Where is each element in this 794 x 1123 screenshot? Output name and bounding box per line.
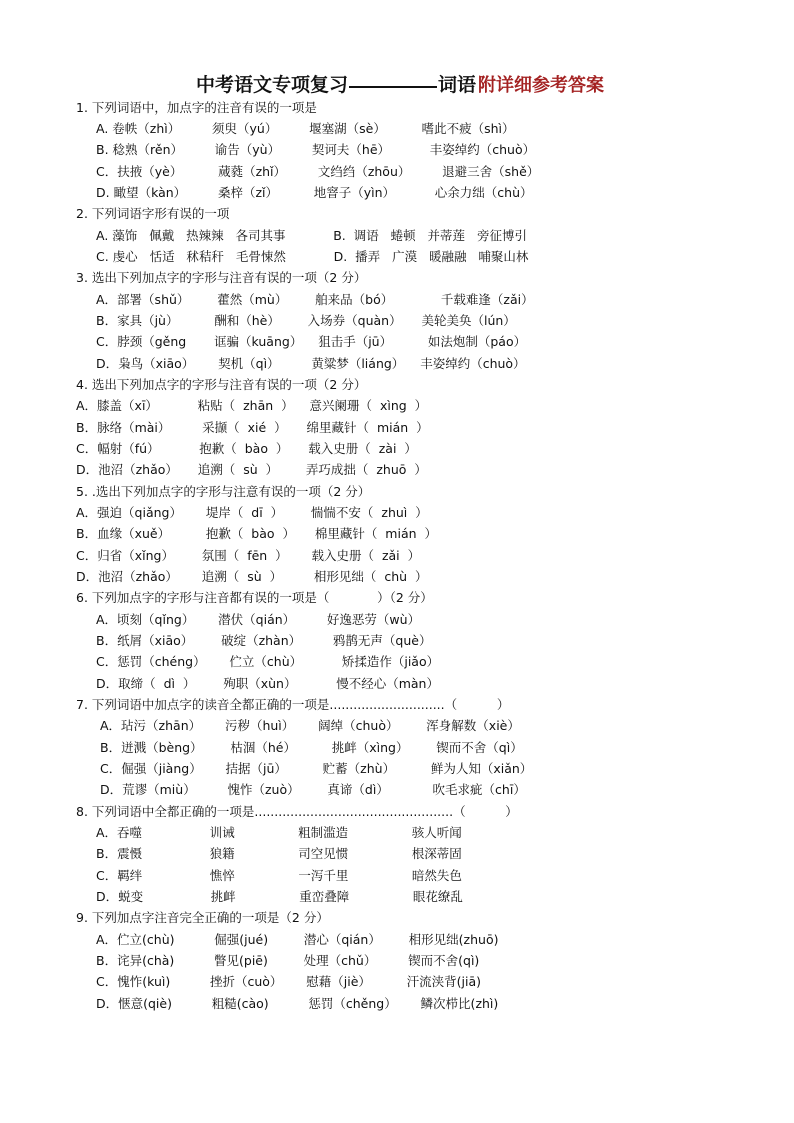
question-3-option-d: D．枭鸟（xiāo） 契机（qì） 黄粱梦（liáng） 丰姿绰约（chuò） bbox=[96, 356, 526, 371]
question-6-stem: 6. 下列加点字的字形与注音都有误的一项是（ ）（2 分） bbox=[76, 590, 433, 605]
question-7-stem: 7. 下列词语中加点字的读音全都正确的一项是.............................（ ） bbox=[76, 697, 510, 712]
question-6-option-b: B．纸屑（xiāo） 破绽（zhàn） 鸦鹊无声（què） bbox=[96, 633, 432, 648]
question-8-stem: 8. 下列词语中全都正确的一项是..................................................（ ） bbox=[76, 804, 518, 819]
title-answers-note: 附详细参考答案 bbox=[478, 75, 605, 96]
question-8-option-a: A．吞噬 训诫 粗制滥造 骇人听闻 bbox=[96, 825, 462, 840]
question-4-option-b: B．脉络（mài） 采撷（ xié ） 绵里藏针（ mián ） bbox=[76, 420, 429, 435]
question-4-stem: 4. 选出下列加点字的字形与注音有误的一项（2 分） bbox=[76, 377, 367, 392]
question-2-options-ab: A. 藻饰 佩戴 热辣辣 各司其事 B. 调语 蜷顿 并蒂莲 旁征博引 bbox=[96, 228, 527, 243]
question-8-option-c: C．羁绊 憔悴 一泻千里 暗然失色 bbox=[96, 868, 462, 883]
question-7-option-a: A．玷污（zhān） 污秽（huì） 阔绰（chuò） 浑身解数（xiè） bbox=[100, 718, 520, 733]
question-5-option-b: B．血缘（xuě） 抱歉（ bào ） 棉里藏针（ mián ） bbox=[76, 526, 437, 541]
question-7-option-c: C．倔强（jiàng） 拮据（jū） 贮蓄（zhù） 鲜为人知（xiǎn） bbox=[100, 761, 533, 776]
question-1-stem: 1. 下列词语中，加点字的注音有误的一项是 bbox=[76, 100, 317, 115]
question-9-option-b: B．诧异(chà) 瞥见(piē) 处理（chǔ） 锲而不舍(qì) bbox=[96, 953, 480, 968]
question-8-option-d: D．蜕变 挑衅 重峦叠障 眼花缭乱 bbox=[96, 889, 463, 904]
question-5-option-a: A．强迫（qiǎng） 堤岸（ dī ） 惴惴不安（ zhuì ） bbox=[76, 505, 428, 520]
question-2-stem: 2. 下列词语字形有误的一项 bbox=[76, 206, 230, 221]
question-7-option-d: D．荒谬（miù） 愧怍（zuò） 真谛（dì） 吹毛求疵（chī） bbox=[100, 782, 526, 797]
question-9-option-a: A．伫立(chù) 倔强(jué) 潜心（qián） 相形见绌(zhuō) bbox=[96, 932, 499, 947]
title-main: 中考语文专项复习 bbox=[196, 74, 349, 96]
question-3-option-a: A．部署（shǔ） 藿然（mù） 舶来品（bó） 千载难逢（zǎi） bbox=[96, 292, 534, 307]
question-9-stem: 9. 下列加点字注音完全正确的一项是（2 分） bbox=[76, 910, 329, 925]
question-1-option-d: D. 瞰望（kàn） 桑梓（zǐ） 地窨子（yìn） 心余力绌（chù） bbox=[96, 185, 533, 200]
question-5-option-c: C．归省（xǐng） 氛围（ fēn ） 载入史册（ zǎi ） bbox=[76, 548, 421, 563]
question-1-option-b: B. 稔熟（rěn） 谕告（yù） 契诃夫（hē） 丰姿绰约（chuò） bbox=[96, 142, 536, 157]
question-8-option-b: B．震慑 狼籍 司空见惯 根深蒂固 bbox=[96, 846, 462, 861]
question-9-option-c: C．愧怍(kuì) 挫折（cuò） 慰藉（jiè） 汗流浃背(jiā) bbox=[96, 974, 482, 989]
question-4-option-a: A．膝盖（xī） 粘贴（ zhān ） 意兴阑珊（ xìng ） bbox=[76, 398, 428, 413]
question-6-option-d: D．取缔（ dì ） 殉职（xùn） 慢不经心（màn） bbox=[96, 676, 439, 691]
question-3-option-b: B．家具（jù） 酬和（hè） 入场券（quàn） 美轮美奂（lún） bbox=[96, 313, 516, 328]
question-5-stem: 5. .选出下列加点字的字形与注意有误的一项（2 分） bbox=[76, 484, 371, 499]
question-9-option-d: D．惬意(qiè) 粗糙(cào) 惩罚（chěng） 鳞次栉比(zhì) bbox=[96, 996, 499, 1011]
question-4-option-d: D．池沼（zhǎo） 追溯（ sù ） 弄巧成拙（ zhuō ） bbox=[76, 462, 427, 477]
title-sub: 词语 bbox=[438, 74, 477, 96]
question-2-options-cd: C. 虔心 恬适 秫秸秆 毛骨悚然 D. 播弄 广漠 暖融融 哺聚山林 bbox=[96, 249, 529, 264]
question-7-option-b: B．迸溅（bèng） 枯涸（hé） 挑衅（xìng） 锲而不舍（qì） bbox=[100, 740, 523, 755]
question-6-option-c: C．惩罚（chéng） 伫立（chù） 矫揉造作（jiǎo） bbox=[96, 654, 440, 669]
question-1-option-a: A. 卷帙（zhì） 须臾（yú） 堰塞湖（sè） 嗜此不疲（shì） bbox=[96, 121, 515, 136]
question-3-option-c: C．脖颈（gěng 诓骗（kuāng） 狙击手（jū） 如法炮制（páo） bbox=[96, 334, 527, 349]
question-5-option-d: D．池沼（zhǎo） 追溯（ sù ） 相形见绌（ chù ） bbox=[76, 569, 428, 584]
question-4-option-c: C．幅射（fú） 抱歉（ bào ） 载入史册（ zài ） bbox=[76, 441, 417, 456]
question-3-stem: 3. 选出下列加点字的字形与注音有误的一项（2 分） bbox=[76, 270, 367, 285]
question-6-option-a: A．顷刻（qǐng） 潜伏（qián） 好逸恶劳（wù） bbox=[96, 612, 421, 627]
question-1-option-c: C．扶掖（yè） 蒇蕤（zhǐ） 文绉绉（zhōu） 退避三舍（shě） bbox=[96, 164, 540, 179]
